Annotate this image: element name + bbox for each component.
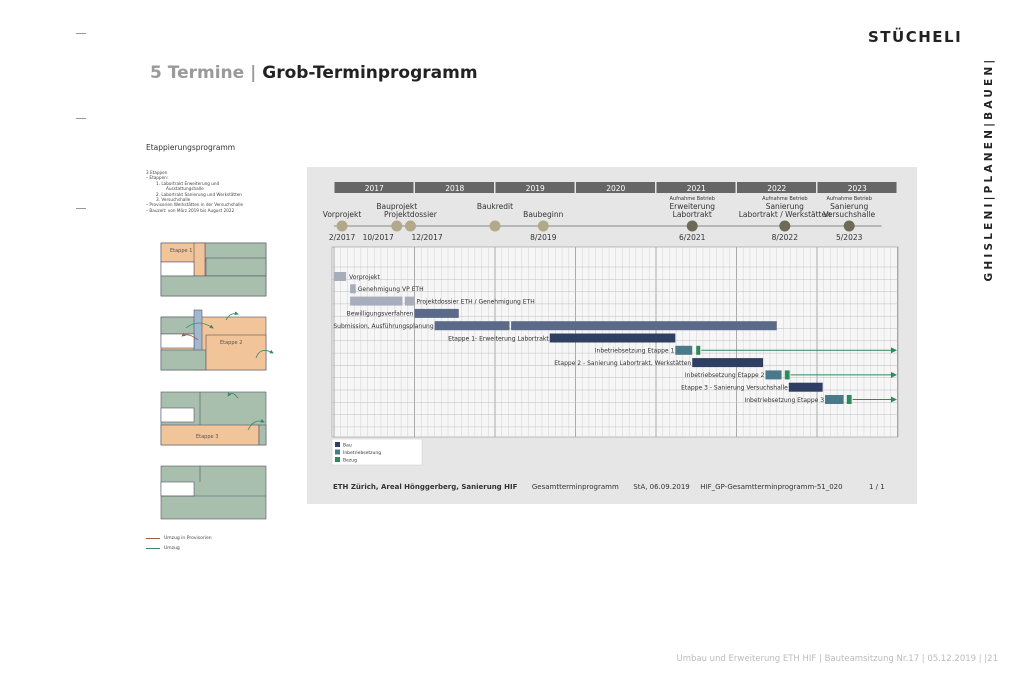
task-label: Inbetriebsetzung Etappe 1 (594, 347, 675, 355)
note-line: – Bauzeit: von März 2019 bis August 2022 (146, 207, 235, 213)
milestone-dot (337, 221, 348, 232)
year-label: 2021 (686, 184, 706, 193)
year-label: 2017 (364, 184, 384, 193)
milestone-date: 2/2017 (328, 233, 356, 242)
milestone-label: Labortrakt / Werkstätten (738, 210, 831, 219)
note-line: 3 Etappen (146, 170, 168, 175)
task-bar (675, 346, 692, 355)
milestone-label: Baubeginn (523, 210, 564, 219)
staging-notes (146, 170, 296, 213)
task-label: Etappe 2 - Sanierung Labortrakt, Werkstätten (554, 359, 692, 367)
task-label: Genehmigung VP ETH (357, 286, 424, 294)
task-label: Inbetriebsetzung Etappe 2 (684, 372, 765, 380)
plan-final (161, 466, 266, 519)
task-label: Submission, Ausführungsplanung (333, 323, 434, 330)
year-label: 2020 (606, 184, 626, 193)
note-line: 2. Labortrakt Sanierung und Werkstätten (156, 191, 242, 197)
note-line: – Provisorien Werkstätten in der Versuchshalle (146, 202, 244, 208)
task-bar (415, 309, 459, 318)
plan-legend (146, 533, 212, 553)
milestone-dot (538, 221, 549, 232)
gantt-chart (307, 167, 917, 504)
milestone-date: 5/2023 (836, 233, 863, 242)
margin-tick (76, 208, 86, 209)
schedule-panel (307, 167, 917, 504)
note-line: – Etappen: (146, 175, 169, 181)
section-number: 5 Termine | (150, 63, 257, 83)
task-label: Vorprojekt (349, 273, 380, 281)
year-label: 2018 (445, 184, 465, 193)
milestone-date: 8/2019 (530, 233, 557, 242)
page-footer: Umbau und Erweiterung ETH HIF | Bauteamsitzung Nr.17 | 05.12.2019 | |21 (676, 654, 998, 664)
year-label: 2019 (525, 184, 545, 193)
milestone-label: Versuchshalle (823, 210, 876, 219)
milestone-date: 8/2022 (771, 233, 798, 242)
task-label: Projektdossier ETH / Genehmigung ETH (416, 298, 535, 306)
legend-swatch (335, 457, 340, 462)
brand-logo: STÜCHELI (868, 28, 963, 46)
task-bar (825, 395, 844, 404)
milestone-label: Baukredit (476, 202, 514, 211)
milestone-date: 6/2021 (679, 233, 706, 242)
legend-item: Umzug (146, 543, 212, 553)
legend-label: Bau (343, 443, 352, 449)
plan-etappe-2 (161, 310, 273, 370)
year-label: 2022 (767, 184, 787, 193)
milestone-dot (490, 221, 501, 232)
task-label: Bewilligungsverfahren (346, 310, 414, 318)
task-bar (405, 297, 415, 306)
milestone-label: Vorprojekt (322, 210, 362, 219)
vertical-tagline: GHISLENI|PLANEN|BAUEN| (983, 56, 995, 282)
legend-label: Inbetriebsetzung (343, 451, 382, 456)
margin-tick (76, 118, 86, 119)
milestone-dot (391, 221, 402, 232)
milestone-label: Projektdossier (384, 210, 437, 219)
task-label: Etappe 3 - Sanierung Versuchshalle (681, 384, 788, 392)
task-bar (511, 321, 777, 330)
milestone-date: 12/2017 (411, 233, 443, 242)
task-bar (692, 358, 763, 367)
section-title: Grob-Terminprogramm (262, 63, 478, 83)
schedule-file: HIF_GP-Gesamtterminprogramm-51_020 (700, 483, 843, 491)
task-bar (847, 395, 852, 404)
plan-label-etappe-1: Etappe 1 (170, 248, 193, 254)
staging-heading: Etappierungsprogramm (146, 143, 236, 152)
milestone-dot (844, 221, 855, 232)
legend-item: Umzug in Provisorien (146, 533, 212, 543)
task-bar (350, 297, 402, 306)
schedule-doc: Gesamtterminprogramm (531, 483, 619, 491)
note-line: 1. Labortrakt Erweiterung und (156, 180, 220, 186)
schedule-project: ETH Zürich, Areal Hönggerberg, Sanierung HIF (333, 483, 518, 491)
note-line: Ausstattungshalle (166, 186, 204, 192)
legend-swatch (335, 442, 340, 447)
schedule-author-date: StA, 06.09.2019 (633, 483, 690, 491)
task-bar (789, 383, 823, 392)
plan-label-etappe-3: Etappe 3 (196, 434, 219, 440)
year-label: 2023 (847, 184, 867, 193)
task-bar (350, 284, 356, 293)
milestone-label: Bauprojekt (376, 202, 418, 211)
staging-plans (158, 240, 283, 550)
milestone-caption: Aufnahme Betrieb (669, 196, 715, 202)
milestone-label: Sanierung (765, 202, 804, 211)
schedule-page: 1 / 1 (869, 483, 885, 491)
milestone-dot (405, 221, 416, 232)
legend-label: Bezug (343, 458, 357, 464)
task-bar (550, 334, 676, 343)
note-line: 3. Versuchshalle (156, 197, 191, 203)
task-label: Inbetriebsetzung Etappe 3 (744, 396, 825, 404)
plan-label-etappe-2: Etappe 2 (220, 340, 243, 346)
milestone-label: Labortrakt (672, 210, 712, 219)
task-bar (334, 272, 346, 281)
page-title (150, 63, 478, 83)
legend-swatch (335, 450, 340, 455)
milestone-dot (687, 221, 698, 232)
task-bar (696, 346, 700, 355)
milestone-caption: Aufnahme Betrieb (826, 196, 872, 202)
task-bar (435, 321, 510, 330)
margin-tick (76, 33, 86, 34)
milestone-label: Sanierung (830, 202, 869, 211)
milestone-label: Erweiterung (669, 202, 716, 211)
task-bar (765, 370, 781, 379)
milestone-date: 10/2017 (362, 233, 394, 242)
task-bar (785, 370, 790, 379)
schedule-footer (333, 483, 843, 491)
milestone-caption: Aufnahme Betrieb (762, 196, 808, 202)
milestone-dot (779, 221, 790, 232)
task-label: Etappe 1- Erweiterung Labortrakt (448, 335, 549, 343)
